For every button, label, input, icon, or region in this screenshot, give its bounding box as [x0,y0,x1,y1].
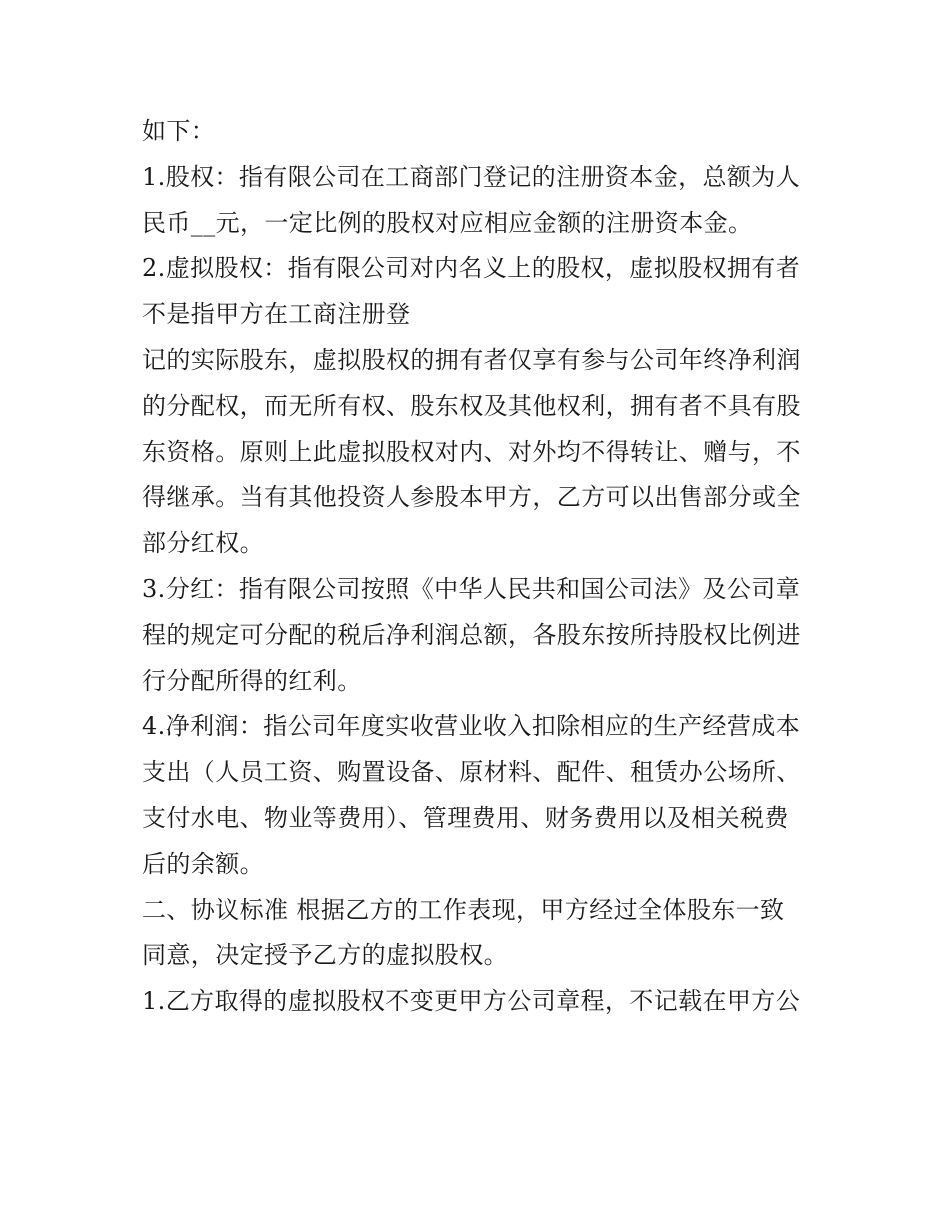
text-line: 1.股权：指有限公司在工商部门登记的注册资本金，总额为人 [142,162,801,191]
text-line: 同意，决定授予乙方的虚拟股权。 [142,941,508,970]
document-body [142,109,822,1025]
text-line: 二、协议标准 根据乙方的工作表现，甲方经过全体股东一致 [142,895,785,924]
text-line: 得继承。当有其他投资人参股本甲方，乙方可以出售部分或全 [142,483,801,512]
text-line: 支出（人员工资、购置设备、原材料、配件、租赁办公场所、 [142,758,801,787]
text-line: 不是指甲方在工商注册登 [142,300,411,329]
text-line: 的分配权，而无所有权、股东权及其他权利，拥有者不具有股 [142,391,801,420]
text-line: 2.虚拟股权：指有限公司对内名义上的股权，虚拟股权拥有者 [142,254,801,283]
text-line: 行分配所得的红利。 [142,666,362,695]
text-line: 如下： [142,117,216,145]
text-line: 后的余额。 [142,849,264,878]
text-line: 程的规定可分配的税后净利润总额，各股东按所持股权比例进 [142,620,801,649]
text-line: 东资格。原则上此虚拟股权对内、对外均不得转让、赠与，不 [142,437,801,466]
text-line: 记的实际股东，虚拟股权的拥有者仅享有参与公司年终净利润 [142,345,801,374]
text-line: 支付水电、物业等费用）、管理费用、财务费用以及相关税费 [142,803,789,832]
text-line: 部分红权。 [142,529,264,558]
text-line: 1.乙方取得的虚拟股权不变更甲方公司章程，不记载在甲方公 [142,987,801,1016]
text-line: 3.分红：指有限公司按照《中华人民共和国公司法》及公司章 [142,574,801,603]
text-line: 民币__元，一定比例的股权对应相应金额的注册资本金。 [142,208,753,237]
text-line: 4.净利润：指公司年度实收营业收入扣除相应的生产经营成本 [142,712,801,741]
